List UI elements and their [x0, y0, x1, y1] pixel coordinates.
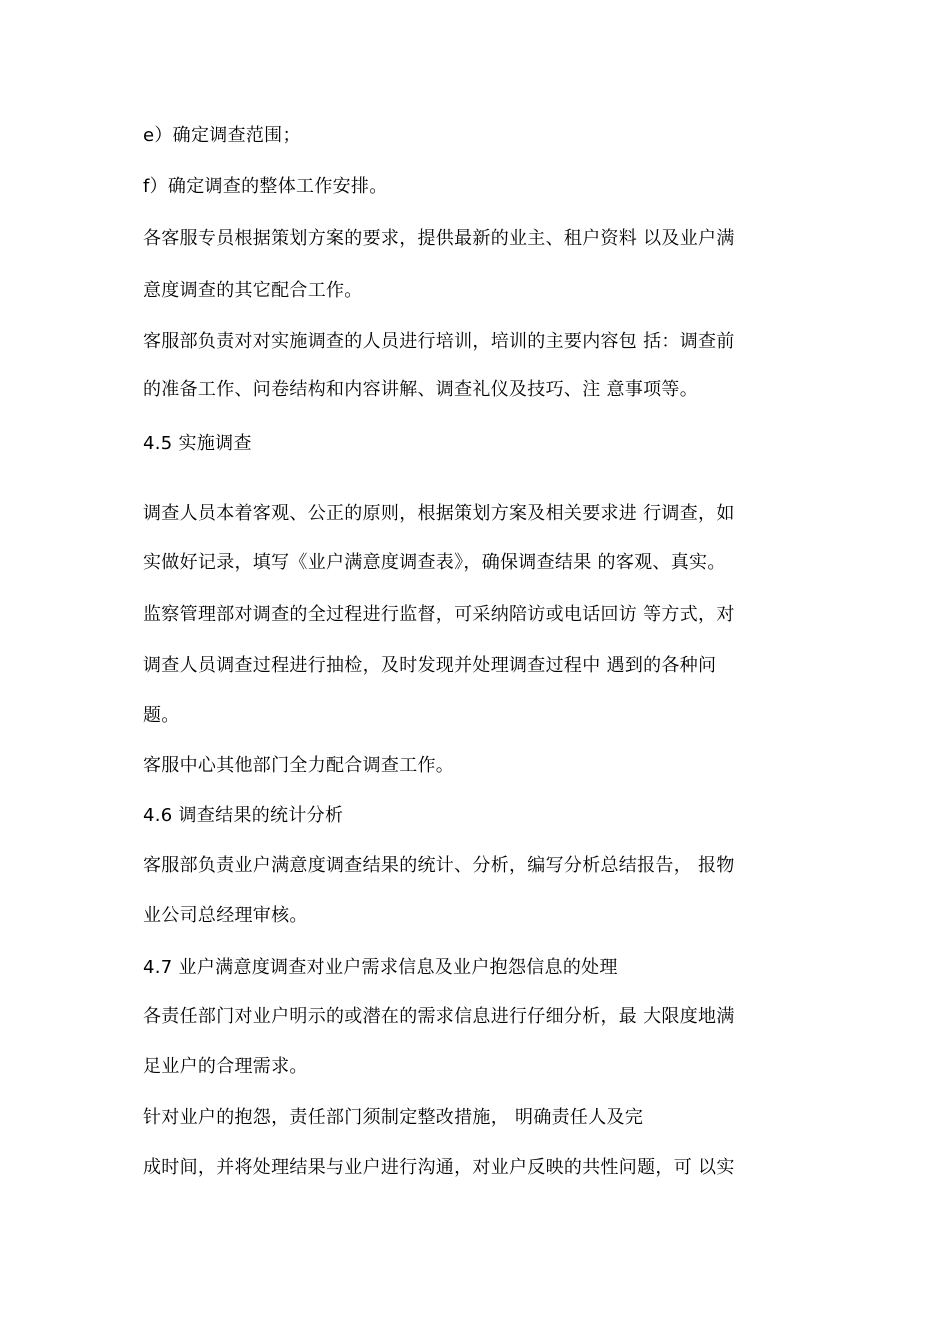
- paragraph-line: 意度调查的其它配合工作。: [143, 280, 363, 301]
- paragraph-line: 各责任部门对业户明示的或潜在的需求信息进行仔细分析，最 大限度地满: [143, 1006, 735, 1027]
- paragraph-line: 的准备工作、问卷结构和内容讲解、调查礼仪及技巧、注 意事项等。: [143, 379, 699, 400]
- paragraph-line: 业公司总经理审核。: [143, 905, 308, 926]
- paragraph-line: 监察管理部对调查的全过程进行监督，可采纳陪访或电话回访 等方式，对: [143, 604, 735, 625]
- list-item-f: f）确定调查的整体工作安排。: [143, 176, 388, 197]
- paragraph-line: 针对业户的抱怨，责任部门须制定整改措施， 明确责任人及完: [143, 1107, 644, 1128]
- paragraph-line: 题。: [143, 705, 180, 726]
- paragraph-line: 客服中心其他部门全力配合调查工作。: [143, 755, 455, 776]
- list-item-e: e）确定调查范围；: [143, 125, 301, 146]
- paragraph-line: 调查人员本着客观、公正的原则，根据策划方案及相关要求进 行调查，如: [143, 503, 735, 524]
- paragraph-line: 实做好记录，填写《业户满意度调查表》，确保调查结果 的客观、真实。: [143, 552, 726, 573]
- section-heading-4-6: 4.6 调查结果的统计分析: [143, 805, 344, 826]
- paragraph-line: 各客服专员根据策划方案的要求，提供最新的业主、租户资料 以及业户满: [143, 228, 735, 249]
- paragraph-line: 客服部负责业户满意度调查结果的统计、分析，编写分析总结报告， 报物: [143, 855, 735, 876]
- paragraph-line: 调查人员调查过程进行抽检，及时发现并处理调查过程中 遇到的各种问: [143, 655, 717, 676]
- paragraph-line: 客服部负责对对实施调查的人员进行培训，培训的主要内容包 括：调查前: [143, 331, 735, 352]
- paragraph-line: 成时间，并将处理结果与业户进行沟通，对业户反映的共性问题，可 以实: [143, 1157, 735, 1178]
- section-heading-4-7: 4.7 业户满意度调查对业户需求信息及业户抱怨信息的处理: [143, 957, 618, 978]
- paragraph-line: 足业户的合理需求。: [143, 1056, 308, 1077]
- section-heading-4-5: 4.5 实施调查: [143, 433, 252, 454]
